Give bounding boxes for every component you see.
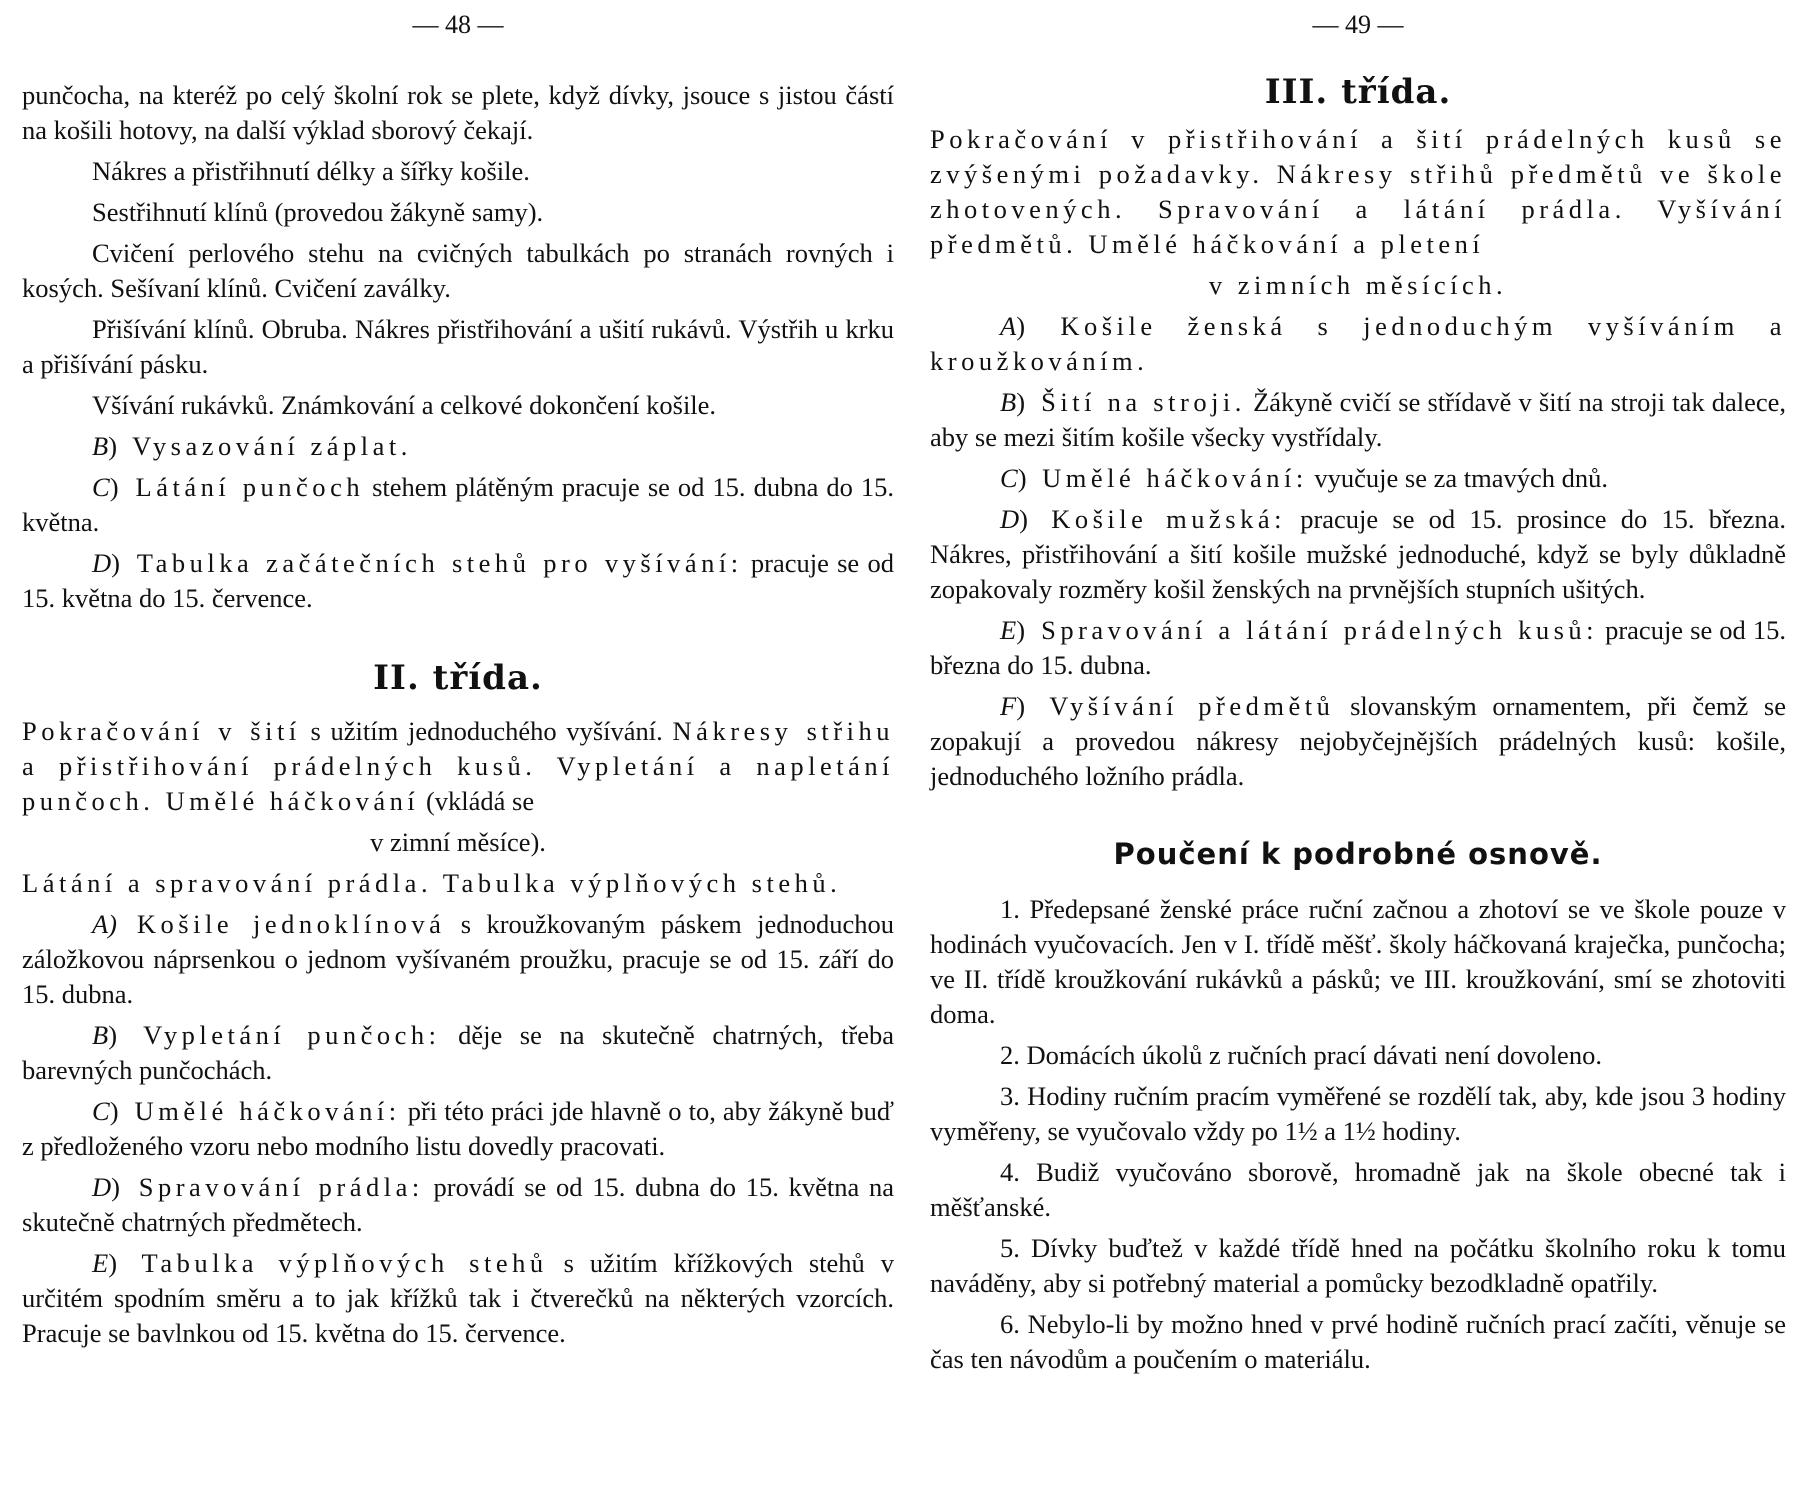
section-b: B) Vysazování záplat. [92, 431, 412, 461]
paragraph: punčocha, na kteréž po celý školní rok se plete, když dívky, jsouce s jistou částí na košili hotovy, na další výklad sborový čekají. [22, 80, 894, 145]
section-a: A) Košile ženská s jednoduchým vyšíváním a kroužkováním. [930, 311, 1786, 376]
numbered-item: 1. Předepsané ženské práce ruční začnou a zhotoví se ve škole pouze v hodinách vyučovacích. Jen v I. třídě měšť. školy háčkovaná kraječka, punčocha; ve II. třídě kroužkování rukávků a pásků; ve III. kroužkování, smí se zhotoviti doma. [930, 894, 1786, 1029]
right-page [930, 0, 1786, 1500]
class-intro-tail: v zimní měsíce). [370, 827, 546, 857]
numbered-item: 5. Dívky buďtež v každé třídě hned na počátku školního roku k tomu naváděny, aby si potřebný material a pomůcky bezodkladně opatřily. [930, 1233, 1786, 1298]
class-intro-tail: v zimních měsících. [1208, 270, 1508, 300]
numbered-item: 6. Nebylo-li by možno hned v prvé hodině ručních prací začíti, věnuje se čas ten návodům a poučením o materiálu. [930, 1309, 1786, 1374]
section-heading: III. třída. [1264, 72, 1452, 112]
instructions-heading: Poučení k podrobné osnově. [1113, 837, 1603, 871]
paragraph: Sestřihnutí klínů (provedou žákyně samy). [92, 197, 544, 227]
paragraph: Cvičení perlového stehu na cvičných tabulkách po stranách rovných i kosých. Sešívaní klínů. Cvičení zaválky. [22, 238, 894, 303]
section-c: C) Látání punčoch stehem plátěným pracuje se od 15. dubna do 15. května. [22, 472, 894, 537]
section-c: C) Umělé háčkování: při této práci jde hlavně o to, aby žákyně buď z předloženého vzoru nebo modního listu dovedly pracovati. [22, 1096, 894, 1161]
section-e: E) Spravování a látání prádelných kusů: pracuje se od 15. března do 15. dubna. [930, 615, 1786, 680]
section-d: D) Košile mužská: pracuje se od 15. prosince do 15. března. Nákres, přistřihování a šití košile mužské jednoduché, když se byly důkladně zopakovaly rozměry košil ženských na prvnějších stupních ušitých. [930, 504, 1787, 604]
numbered-item: 3. Hodiny ručním pracím vyměřené se rozdělí tak, aby, kde jsou 3 hodiny vyměřeny, se vyučovalo vždy po 1½ a 1½ hodiny. [930, 1081, 1786, 1146]
section-b: B) Vypletání punčoch: děje se na skutečně chatrných, třeba barevných punčochách. [22, 1020, 894, 1085]
class-intro-2: Látání a spravování prádla. Tabulka výplňových stehů. [22, 868, 842, 898]
section-heading: II. třída. [373, 658, 543, 698]
section-b: B) Šití na stroji. Žákyně cvičí se střídavě v šití na stroji tak dalece, aby se mezi šitím košile všecky vystřídaly. [930, 387, 1786, 452]
section-a: A) Košile jednoklínová s kroužkovaným páskem jednoduchou záložkovou náprsenkou o jednom vyšívaném proužku, pracuje se od 15. září do 15. dubna. [22, 909, 894, 1009]
section-f: F) Vyšívání předmětů slovanským ornamentem, při čemž se zopakují a provedou nákresy nejobyčejnějších prádelných kusů: košile, jednoduchého ložního prádla. [930, 691, 1786, 791]
page-number: — 49 — [1312, 10, 1404, 39]
numbered-item: 4. Budiž vyučováno sborově, hromadně jak na škole obecné tak i měšťanské. [930, 1157, 1786, 1222]
class-intro: Pokračování v přistřihování a šití prádelných kusů se zvýšenými požadavky. Nákresy střihů předmětů ve škole zhotovených. Spravování a látání prádla. Vyšívání předmětů. Umělé háčkování a pletení [930, 124, 1786, 259]
section-e: E) Tabulka výplňových stehů s užitím křížkových stehů v určitém spodním směru a to jak křížků tak i čtverečků na některých vzorcích. Pracuje se bavlnkou od 15. května do 15. července. [22, 1248, 894, 1348]
section-d: D) Tabulka začátečních stehů pro vyšívání: pracuje se od 15. května do 15. července. [22, 548, 894, 613]
section-c: C) Umělé háčkování: vyučuje se za tmavých dnů. [1000, 463, 1608, 493]
paragraph: Přišívání klínů. Obruba. Nákres přistřihování a ušití rukávů. Výstřih u krku a přišívání pásku. [22, 314, 894, 379]
paragraph: Všívání rukávků. Známkování a celkové dokončení košile. [92, 390, 717, 420]
paragraph: Nákres a přistřihnutí délky a šířky košile. [92, 156, 530, 186]
numbered-item: 2. Domácích úkolů z ručních prací dávati není dovoleno. [1000, 1040, 1602, 1070]
class-intro: Pokračování v šití s užitím jednoduchého vyšívání. Nákresy střihu a přistřihování prádelných kusů. Vypletání a napletání punčoch. Umělé háčkování (vkládá se [22, 716, 895, 816]
left-page [22, 0, 894, 1500]
page-number: — 48 — [412, 10, 504, 39]
section-d: D) Spravování prádla: provádí se od 15. dubna do 15. května na skutečně chatrných předmětech. [22, 1172, 895, 1237]
